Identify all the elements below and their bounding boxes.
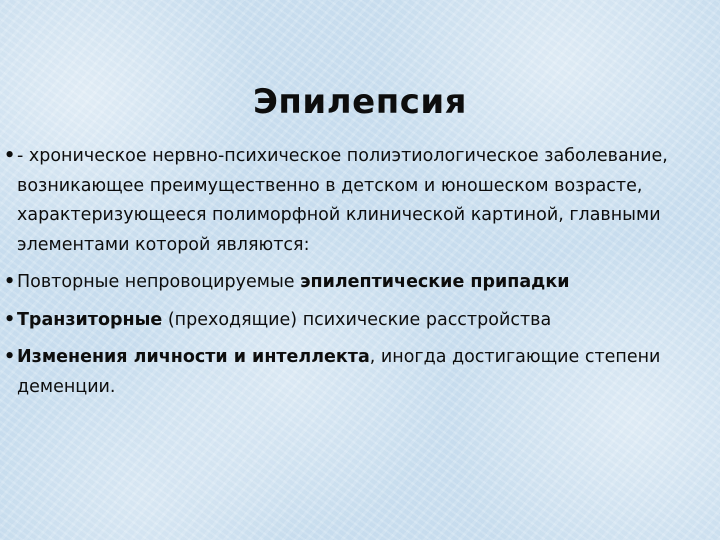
bullet-icon: • — [4, 347, 16, 367]
bullet-seizures — [4, 268, 694, 298]
slide-title: Эпилепсия — [252, 82, 468, 122]
bullet-list — [4, 142, 694, 410]
bullet-definition — [4, 142, 694, 260]
definition-text: - хроническое нервно-психическое полиэтиологическое заболевание, возникающее преимущественно в детском и юношеском возрасте, характеризующееся полиморфной клинической картиной, главными элементами которой являются: — [17, 146, 668, 255]
bullet-icon: • — [4, 309, 16, 330]
bullet-personality — [4, 343, 694, 402]
bullet-icon: • — [4, 272, 16, 292]
bullet-transitory — [4, 306, 694, 336]
transitory-bold-text: Транзиторные — [17, 309, 163, 330]
personality-text: , иногда достигающие степени деменции. — [17, 347, 661, 397]
transitory-text: (преходящие) психические расстройства — [162, 309, 552, 330]
personality-bold-text: Изменения личности и интеллекта — [17, 347, 370, 367]
seizures-bold-text: эпилептические припадки — [300, 272, 570, 292]
bullet-icon: • — [4, 146, 16, 166]
seizures-text: Повторные непровоцируемые — [17, 272, 301, 292]
